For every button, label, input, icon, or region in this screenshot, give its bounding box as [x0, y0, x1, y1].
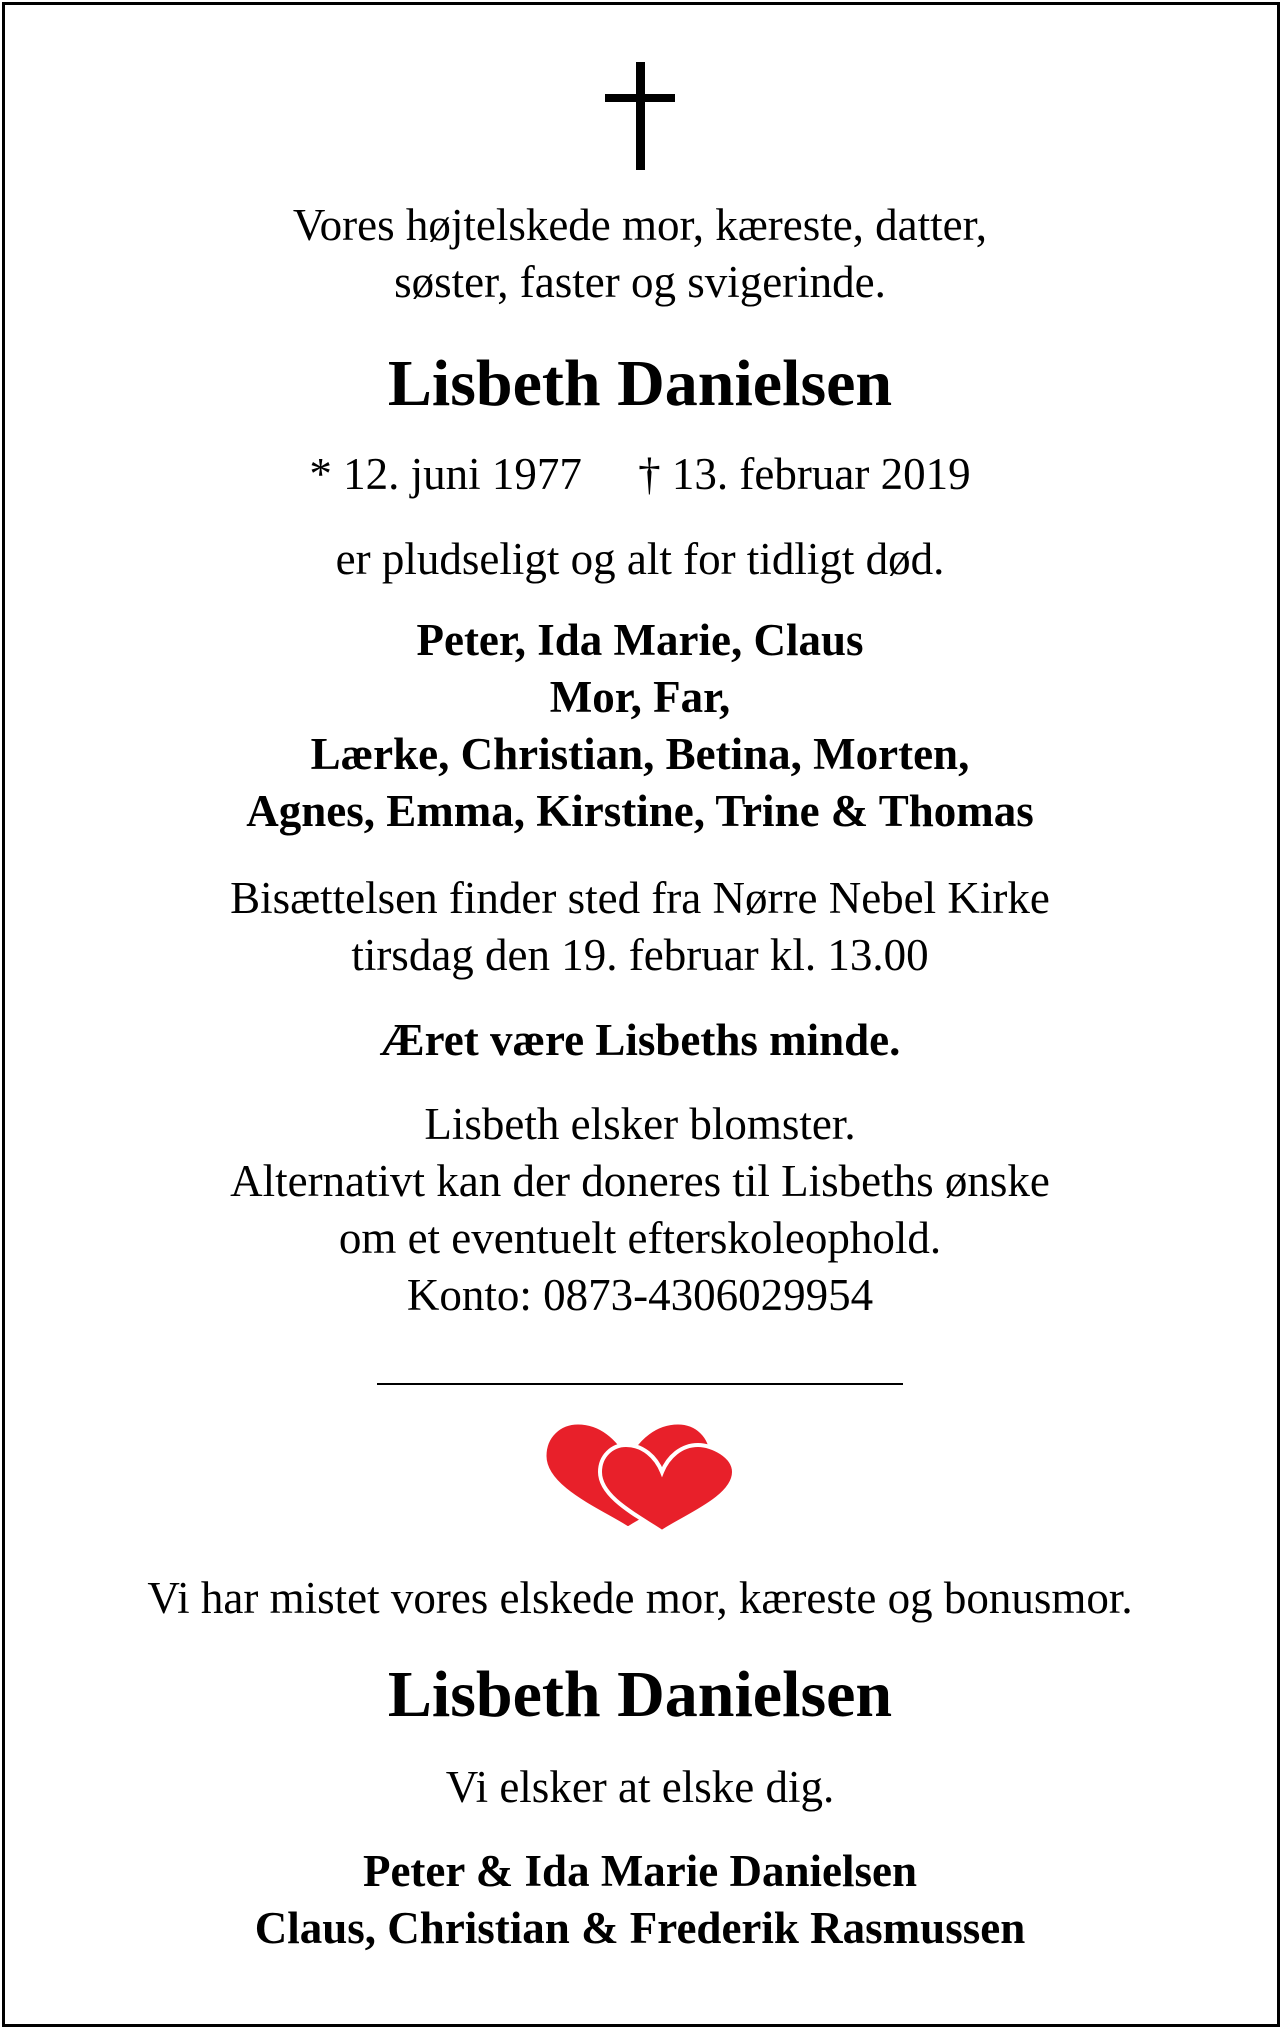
- birth-date: * 12. juni 1977: [309, 449, 582, 499]
- divider-line: [377, 1383, 903, 1385]
- service-line: tirsdag den 19. februar kl. 13.00: [351, 930, 929, 980]
- second-deceased-name: Lisbeth Danielsen: [387, 1658, 893, 1731]
- donation-info: [0, 1096, 1280, 1324]
- life-dates: [0, 446, 1280, 503]
- family-line: Agnes, Emma, Kirstine, Trine & Thomas: [246, 786, 1034, 836]
- donation-line: Lisbeth elsker blomster.: [424, 1099, 856, 1149]
- family-line: Mor, Far,: [549, 672, 731, 722]
- signature-line: Claus, Christian & Frederik Rasmussen: [254, 1903, 1026, 1953]
- service-info: [0, 870, 1280, 984]
- signature-line: Peter & Ida Marie Danielsen: [362, 1846, 918, 1896]
- double-heart-icon: [540, 1418, 740, 1536]
- intro-line: søster, faster og svigerinde.: [394, 257, 886, 307]
- donation-line: om et eventuelt efterskoleophold.: [338, 1213, 942, 1263]
- family-names: [0, 612, 1280, 840]
- deceased-name: Lisbeth Danielsen: [387, 347, 893, 420]
- second-intro: Vi har mistet vores elskede mor, kæreste og bonusmor.: [147, 1573, 1133, 1623]
- signature-names: [0, 1843, 1280, 1957]
- love-message: Vi elsker at elske dig.: [445, 1762, 835, 1812]
- cross-icon: [605, 62, 675, 170]
- donation-line: Alternativt kan der doneres til Lisbeths ønske: [230, 1156, 1050, 1206]
- memory-line: Æret være Lisbeths minde.: [379, 1015, 901, 1065]
- service-line: Bisættelsen finder sted fra Nørre Nebel Kirke: [230, 873, 1050, 923]
- death-statement: er pludseligt og alt for tidligt død.: [335, 534, 945, 584]
- death-date: † 13. februar 2019: [638, 449, 971, 499]
- intro-text: [0, 197, 1280, 311]
- intro-line: Vores højtelskede mor, kæreste, datter,: [292, 200, 988, 250]
- donation-line: Konto: 0873-4306029954: [406, 1270, 874, 1320]
- family-line: Peter, Ida Marie, Claus: [416, 615, 864, 665]
- family-line: Lærke, Christian, Betina, Morten,: [310, 729, 970, 779]
